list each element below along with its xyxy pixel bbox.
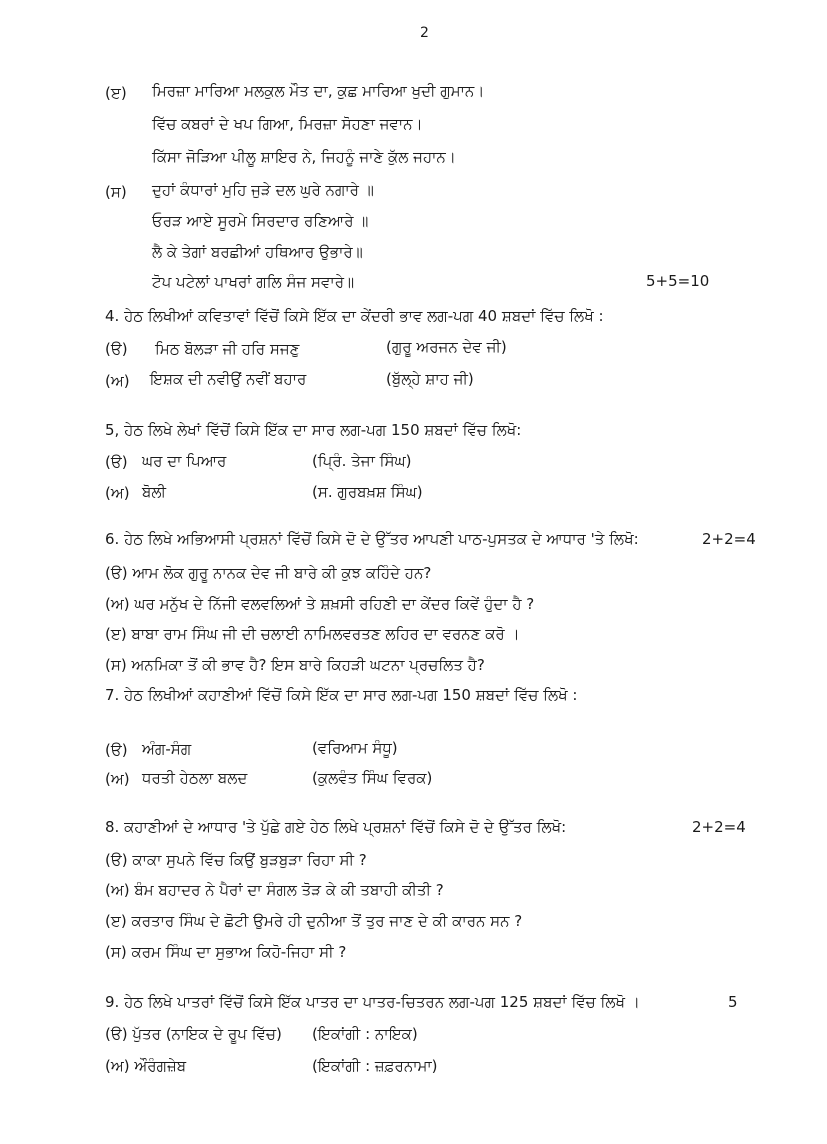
- q4-option-b-label: (ਅ): [105, 372, 130, 390]
- q6-item-a: (ੳ) ਆਮ ਲੋਕ ਗੁਰੂ ਨਾਨਕ ਦੇਵ ਜੀ ਬਾਰੇ ਕੀ ਕੁਝ ਕਹਿੰਦੇ ਹਨ?: [105, 564, 432, 582]
- q6-item-c: (ੲ) ਬਾਬਾ ਰਾਮ ਸਿੰਘ ਜੀ ਦੀ ਚਲਾਈ ਨਾਮਿਲਵਰਤਣ ਲਹਿਰ ਦਾ ਵਰਨਣ ਕਰੋ ।: [105, 625, 520, 643]
- q9-question: 9. ਹੇਠ ਲਿਖੇ ਪਾਤਰਾਂ ਵਿੱਚੋਂ ਕਿਸੇ ਇੱਕ ਪਾਤਰ ਦਾ ਪਾਤਰ-ਚਿਤਰਨ ਲਗ-ਪਗ 125 ਸ਼ਬਦਾਂ ਵਿੱਚ ਲਿਖੋ ।: [105, 993, 640, 1011]
- q7-option-b-label: (ਅ): [105, 770, 130, 788]
- q7-option-b-title: ਧਰਤੀ ਹੇਠਲਾ ਬਲਦ: [142, 769, 248, 787]
- verse-s-line-3: ਲੈ ਕੇ ਤੇਗਾਂ ਬਰਛੀਆਂ ਹਥਿਆਰ ਉਭਾਰੇ॥: [152, 243, 363, 261]
- q5-option-a-title: ਘਰ ਦਾ ਪਿਆਰ: [142, 452, 227, 470]
- q5-option-a-label: (ੳ): [105, 453, 128, 471]
- verse-marks: 5+5=10: [646, 272, 710, 290]
- q6-question: 6. ਹੇਠ ਲਿਖੇ ਅਭਿਆਸੀ ਪ੍ਰਸ਼ਨਾਂ ਵਿੱਚੋਂ ਕਿਸੇ ਦੋ ਦੇ ਉੱਤਰ ਆਪਣੀ ਪਾਠ-ਪੁਸਤਕ ਦੇ ਆਧਾਰ 'ਤੇ ਲਿਖੋ:: [105, 530, 639, 548]
- q9-marks: 5: [728, 993, 738, 1011]
- q4-option-a-author: (ਗੁਰੂ ਅਰਜਨ ਦੇਵ ਜੀ): [386, 338, 507, 356]
- q8-item-d: (ਸ) ਕਰਮ ਸਿੰਘ ਦਾ ਸੁਭਾਅ ਕਿਹੋ-ਜਿਹਾ ਸੀ ?: [105, 943, 347, 961]
- q6-marks: 2+2=4: [702, 530, 756, 548]
- q7-option-a-label: (ੳ): [105, 741, 128, 759]
- q5-option-b-title: ਬੋਲੀ: [142, 483, 167, 501]
- q9-option-b-title: (ਅ) ਔਰੰਗਜ਼ੇਬ: [105, 1057, 187, 1075]
- q9-option-b-author: (ਇਕਾਂਗੀ : ਜ਼ਫ਼ਰਨਾਮਾ): [312, 1057, 438, 1075]
- q6-item-d: (ਸ) ਅਨਮਿਕਾ ਤੋਂ ਕੀ ਭਾਵ ਹੈ? ਇਸ ਬਾਰੇ ਕਿਹੜੀ ਘਟਨਾ ਪ੍ਰਚਲਿਤ ਹੈ?: [105, 656, 485, 674]
- verse-s-line-1: ਦੁਹਾਂ ਕੰਧਾਰਾਂ ਮੁਹਿ ਜੁੜੇ ਦਲ ਘੁਰੇ ਨਗਾਰੇ ॥: [152, 181, 374, 199]
- q8-item-c: (ੲ) ਕਰਤਾਰ ਸਿੰਘ ਦੇ ਛੋਟੀ ਉਮਰੇ ਹੀ ਦੁਨੀਆ ਤੋਂ ਤੁਰ ਜਾਣ ਦੇ ਕੀ ਕਾਰਨ ਸਨ ?: [105, 912, 523, 930]
- q9-option-a-title: (ੳ) ਪੁੱਤਰ (ਨਾਇਕ ਦੇ ਰੂਪ ਵਿੱਚ): [105, 1025, 282, 1043]
- verse-e-line-3: ਕਿੱਸਾ ਜੋੜਿਆ ਪੀਲੂ ਸ਼ਾਇਰ ਨੇ, ਜਿਹਨੂੰ ਜਾਣੇ ਕੁੱਲ ਜਹਾਨ।: [152, 148, 456, 166]
- q9-option-a-author: (ਇਕਾਂਗੀ : ਨਾਇਕ): [312, 1025, 418, 1043]
- q5-question: 5, ਹੇਠ ਲਿਖੇ ਲੇਖਾਂ ਵਿੱਚੋਂ ਕਿਸੇ ਇੱਕ ਦਾ ਸਾਰ ਲਗ-ਪਗ 150 ਸ਼ਬਦਾਂ ਵਿੱਚ ਲਿਖੋ:: [105, 421, 522, 439]
- verse-e-line-2: ਵਿੱਚ ਕਬਰਾਂ ਦੇ ਖਪ ਗਿਆ, ਮਿਰਜ਼ਾ ਸੋਹਣਾ ਜਵਾਨ।: [152, 115, 423, 133]
- verse-s-line-4: ਟੋਪ ਪਟੇਲਾਂ ਪਾਖਰਾਂ ਗਲਿ ਸੰਜ ਸਵਾਰੇ॥: [152, 273, 355, 291]
- verse-e-label: (ੲ): [105, 84, 127, 102]
- verse-s-label: (ਸ): [105, 183, 127, 201]
- q8-marks: 2+2=4: [692, 818, 746, 836]
- q8-question: 8. ਕਹਾਣੀਆਂ ਦੇ ਆਧਾਰ 'ਤੇ ਪੁੱਛੇ ਗਏ ਹੇਠ ਲਿਖੇ ਪ੍ਰਸ਼ਨਾਂ ਵਿੱਚੋਂ ਕਿਸੇ ਦੋ ਦੇ ਉੱਤਰ ਲਿਖੋ:: [105, 818, 567, 836]
- q7-option-a-author: (ਵਰਿਆਮ ਸੰਧੂ): [312, 739, 398, 757]
- q5-option-b-label: (ਅ): [105, 484, 130, 502]
- q7-option-b-author: (ਕੁਲਵੰਤ ਸਿੰਘ ਵਿਰਕ): [312, 769, 433, 787]
- verse-e-line-1: ਮਿਰਜ਼ਾ ਮਾਰਿਆ ਮਲਕੁਲ ਮੌਤ ਦਾ, ਕੁਛ ਮਾਰਿਆ ਖੁਦੀ ਗੁਮਾਨ।: [152, 82, 485, 100]
- q8-item-a: (ੳ) ਕਾਕਾ ਸੁਪਨੇ ਵਿੱਚ ਕਿਉਂ ਬੁੜਬੁੜਾ ਰਿਹਾ ਸੀ ?: [105, 851, 367, 869]
- q5-option-a-author: (ਪ੍ਰਿੰ. ਤੇਜਾ ਸਿੰਘ): [312, 452, 412, 470]
- q5-option-b-author: (ਸ. ਗੁਰਬਖ਼ਸ਼ ਸਿੰਘ): [312, 483, 423, 501]
- q6-item-b: (ਅ) ਘਰ ਮਨੁੱਖ ਦੇ ਨਿੱਜੀ ਵਲਵਲਿਆਂ ਤੇ ਸ਼ਖ਼ਸੀ ਰਹਿਣੀ ਦਾ ਕੇਂਦਰ ਕਿਵੇਂ ਹੁੰਦਾ ਹੈ ?: [105, 595, 535, 613]
- q4-question: 4. ਹੇਠ ਲਿਖੀਆਂ ਕਵਿਤਾਵਾਂ ਵਿੱਚੋਂ ਕਿਸੇ ਇੱਕ ਦਾ ਕੇਂਦਰੀ ਭਾਵ ਲਗ-ਪਗ 40 ਸ਼ਬਦਾਂ ਵਿੱਚ ਲਿਖੋ :: [105, 307, 604, 325]
- q4-option-a-label: (ੳ): [105, 340, 128, 358]
- q7-option-a-title: ਅੰਗ-ਸੰਗ: [142, 740, 192, 758]
- q4-option-b-title: ਇਸ਼ਕ ਦੀ ਨਵੀਉਂ ਨਵੀਂ ਬਹਾਰ: [150, 370, 307, 388]
- q4-option-a-title: ਮਿਠ ਬੋਲੜਾ ਜੀ ਹਰਿ ਸਜਣੁ: [155, 340, 300, 358]
- q7-question: 7. ਹੇਠ ਲਿਖੀਆਂ ਕਹਾਣੀਆਂ ਵਿੱਚੋਂ ਕਿਸੇ ਇੱਕ ਦਾ ਸਾਰ ਲਗ-ਪਗ 150 ਸ਼ਬਦਾਂ ਵਿੱਚ ਲਿਖੋ :: [105, 686, 578, 704]
- q8-item-b: (ਅ) ਬੰਮ ਬਹਾਦਰ ਨੇ ਪੈਰਾਂ ਦਾ ਸੰਗਲ ਤੋੜ ਕੇ ਕੀ ਤਬਾਹੀ ਕੀਤੀ ?: [105, 881, 444, 899]
- q4-option-b-author: (ਬੁੱਲ੍ਹੇ ਸ਼ਾਹ ਜੀ): [386, 370, 474, 388]
- verse-s-line-2: ਓਰੜ ਆਏ ਸੂਰਮੇ ਸਿਰਦਾਰ ਰਣਿਆਰੇ ॥: [152, 212, 369, 230]
- page-number: 2: [420, 25, 429, 41]
